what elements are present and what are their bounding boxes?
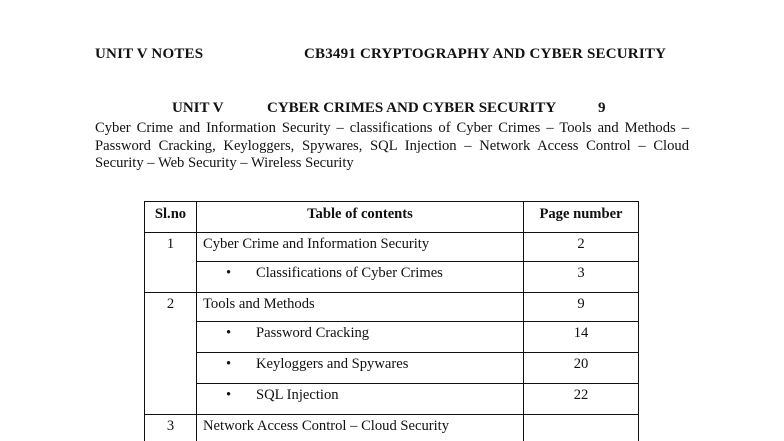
header-slno: Sl.no — [145, 202, 197, 233]
bullet-icon: • — [226, 356, 232, 372]
header-course-title: CB3491 CRYPTOGRAPHY AND CYBER SECURITY — [304, 46, 667, 62]
row-page: 2 — [524, 233, 639, 262]
table-row — [145, 293, 639, 322]
header-page-number: Page number — [524, 202, 639, 233]
table-header-row — [145, 202, 639, 233]
unit-label: UNIT V — [172, 100, 224, 116]
row-title: Keyloggers and Spywares — [256, 356, 409, 372]
table-row — [145, 353, 639, 384]
table-row — [145, 262, 639, 293]
header-unit-notes: UNIT V NOTES — [95, 46, 204, 62]
row-page: 22 — [524, 384, 639, 415]
row-slno — [145, 384, 197, 415]
row-title: Classifications of Cyber Crimes — [256, 265, 443, 281]
row-slno: 2 — [145, 293, 197, 322]
bullet-icon: • — [226, 325, 232, 341]
row-slno: 1 — [145, 233, 197, 262]
row-page — [524, 415, 639, 441]
row-title: Password Cracking — [256, 325, 370, 341]
row-title: Cyber Crime and Information Security — [197, 233, 524, 262]
table-row — [145, 322, 639, 353]
table-of-contents — [144, 201, 639, 441]
row-slno — [145, 262, 197, 293]
header-contents: Table of contents — [197, 202, 524, 233]
table-row — [145, 233, 639, 262]
unit-hours: 9 — [598, 100, 606, 116]
row-subtopic — [197, 262, 524, 293]
row-title: Network Access Control – Cloud Security — [197, 415, 524, 441]
unit-name: CYBER CRIMES AND CYBER SECURITY — [267, 100, 557, 116]
unit-title — [172, 100, 606, 117]
row-page: 9 — [524, 293, 639, 322]
row-subtopic — [197, 322, 524, 353]
table-row — [145, 415, 639, 441]
row-slno — [145, 322, 197, 353]
row-slno: 3 — [145, 415, 197, 441]
row-title: SQL Injection — [256, 387, 339, 403]
row-page: 14 — [524, 322, 639, 353]
row-title: Tools and Methods — [197, 293, 524, 322]
row-slno — [145, 353, 197, 384]
row-page: 3 — [524, 262, 639, 293]
row-subtopic — [197, 384, 524, 415]
row-subtopic — [197, 353, 524, 384]
row-page: 20 — [524, 353, 639, 384]
bullet-icon: • — [226, 387, 232, 403]
bullet-icon: • — [226, 265, 232, 281]
syllabus-text: Cyber Crime and Information Security – classifications of Cyber Crimes – Tools and Methods – Password Cracking, Keyloggers, Spywares, SQL Injection – Network Access Control – Cloud Security – Web Security – Wireless Security — [95, 120, 689, 172]
table-row — [145, 384, 639, 415]
